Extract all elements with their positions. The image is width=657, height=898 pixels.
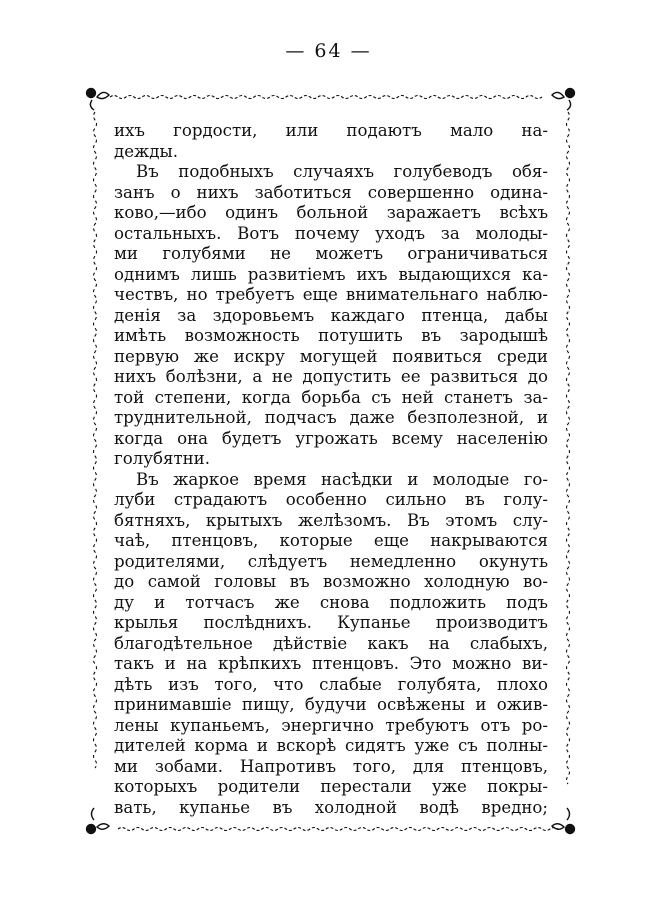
text-line: дителей корма и вскорѣ сидятъ уже съ полны- [114, 736, 548, 755]
corner-ornament-bottom-left [87, 808, 110, 834]
text-line: бятняхъ, крытыхъ желѣзомъ. Въ этомъ слу- [114, 510, 548, 530]
text-line: такъ и на крѣпкихъ птенцовъ. Это можно ви- [114, 654, 548, 673]
text-line: крылья послѣднихъ. Купанье производитъ [114, 613, 548, 632]
text-line: первую же искру могущей появиться среди [114, 346, 548, 366]
text-line: до самой головы въ возможно холодную во- [114, 572, 548, 591]
text-line: остальныхъ. Вотъ почему уходъ за молоды- [114, 223, 548, 243]
corner-ornament-top-right [552, 89, 575, 111]
text-line: дежды. [114, 141, 179, 161]
left-wavy-rule [94, 112, 97, 768]
text-line: луби страдаютъ особенно сильно въ голу- [114, 490, 548, 509]
text-line: ми зобами. Напротивъ того, для птенцовъ, [114, 756, 548, 776]
text-line: лены купаньемъ, энергично требуютъ отъ ро- [114, 715, 548, 735]
top-wavy-rule [110, 96, 542, 99]
corner-ornament-top-left [87, 89, 110, 111]
text-line: ми голубями не можетъ ограничиваться [114, 244, 548, 263]
text-line: ихъ гордости, или подаютъ мало на- [114, 121, 548, 140]
text-line: той степени, когда борьба съ ней станетъ за- [114, 387, 548, 407]
text-line: чествъ, но требуетъ еще внимательнаго наблю- [114, 285, 548, 304]
text-line: денія за здоровьемъ каждаго птенца, дабы [114, 305, 548, 325]
text-line: родителями, слѣдуетъ немедленно окунуть [114, 551, 548, 571]
text-line: Въ жаркое время насѣдки и молодые го- [136, 469, 548, 489]
text-line: имѣть возможность потушить въ зародышѣ [114, 326, 548, 345]
text-line: ду и тотчасъ же снова подложить подъ [114, 592, 548, 612]
text-line: которыхъ родители перестали уже покры- [114, 777, 548, 796]
text-line: когда она будетъ угрожать всему населенію [114, 428, 548, 448]
right-wavy-rule [567, 112, 570, 784]
text-line: чаѣ, птенцовъ, которые еще накрываются [114, 531, 548, 550]
text-line: ково,—ибо одинъ больной заражаетъ всѣхъ [114, 203, 548, 222]
body-text [114, 121, 548, 818]
text-line: занъ о нихъ заботиться совершенно одина- [114, 182, 548, 202]
text-line: труднительной, подчасъ даже безполезной, и [114, 408, 548, 427]
text-line: вать, купанье въ холодной водѣ вредно; [114, 797, 548, 817]
text-line: благодѣтельное дѣйствіе какъ на слабыхъ, [114, 633, 548, 653]
bottom-wavy-rule [118, 828, 558, 831]
text-line: дѣть изъ того, что слабые голубята, плохо [114, 674, 548, 694]
page-number: — 64 — [285, 40, 372, 62]
text-line: нихъ болѣзни, а не допустить ее развиться до [114, 367, 548, 386]
corner-ornament-bottom-right [552, 808, 575, 834]
text-line: голубятни. [114, 449, 211, 468]
text-line: принимавшіе пищу, будучи освѣжены и ожив- [114, 695, 548, 714]
text-line: однимъ лишь развитіемъ ихъ выдающихся ка- [114, 264, 548, 284]
text-line: Въ подобныхъ случаяхъ голубеводъ обя- [136, 162, 548, 181]
